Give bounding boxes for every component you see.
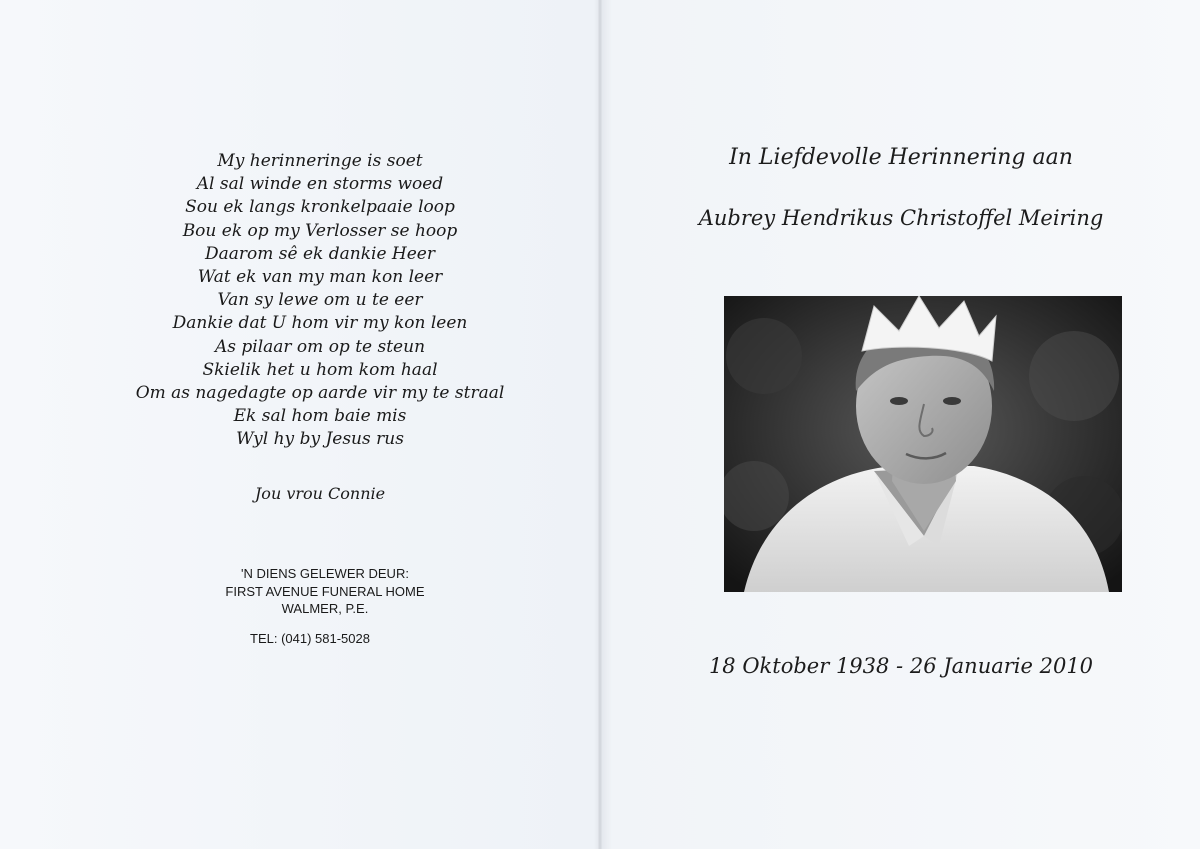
poem-line: Van sy lewe om u te eer xyxy=(217,290,423,311)
funeral-service-info xyxy=(180,565,470,647)
poem-line: My herinneringe is soet xyxy=(217,151,423,171)
portrait-illustration xyxy=(724,296,1122,592)
poem-line: Dankie dat U hom vir my kon leen xyxy=(172,313,468,334)
poem-line: Al sal winde en storms woed xyxy=(196,174,444,195)
poem-line: Om as nagedagte op aarde vir my te straal xyxy=(135,383,505,404)
poem-line: Daarom sê ek dankie Heer xyxy=(205,243,435,264)
deceased-name: Aubrey Hendrikus Christoffel Meiring xyxy=(698,206,1104,230)
left-page xyxy=(0,0,598,849)
memorial-heading: In Liefdevolle Herinnering aan xyxy=(729,145,1073,170)
poem-line: Sou ek langs kronkelpaaie loop xyxy=(185,197,455,218)
portrait-photo xyxy=(724,296,1122,592)
poem-line: As pilaar om op te steun xyxy=(214,336,426,357)
life-dates: 18 Oktober 1938 - 26 Januarie 2010 xyxy=(708,654,1094,678)
funeral-home-phone: TEL: (041) 581-5028 xyxy=(250,630,370,646)
funeral-home-name: FIRST AVENUE FUNERAL HOME xyxy=(225,583,425,599)
poem-line: Bou ek op my Verlosser se hoop xyxy=(182,220,458,241)
poem xyxy=(110,150,530,452)
right-page xyxy=(602,0,1200,849)
service-provided-by: 'N DIENS GELEWER DEUR: xyxy=(241,566,409,581)
poem-line: Wyl hy by Jesus rus xyxy=(236,429,404,450)
poem-line: Wat ek van my man kon leer xyxy=(197,267,443,288)
poem-line: Skielik het u hom kom haal xyxy=(202,359,438,380)
funeral-home-location: WALMER, P.E. xyxy=(281,601,369,616)
poem-signature: Jou vrou Connie xyxy=(254,484,386,503)
poem-line: Ek sal hom baie mis xyxy=(233,406,407,427)
